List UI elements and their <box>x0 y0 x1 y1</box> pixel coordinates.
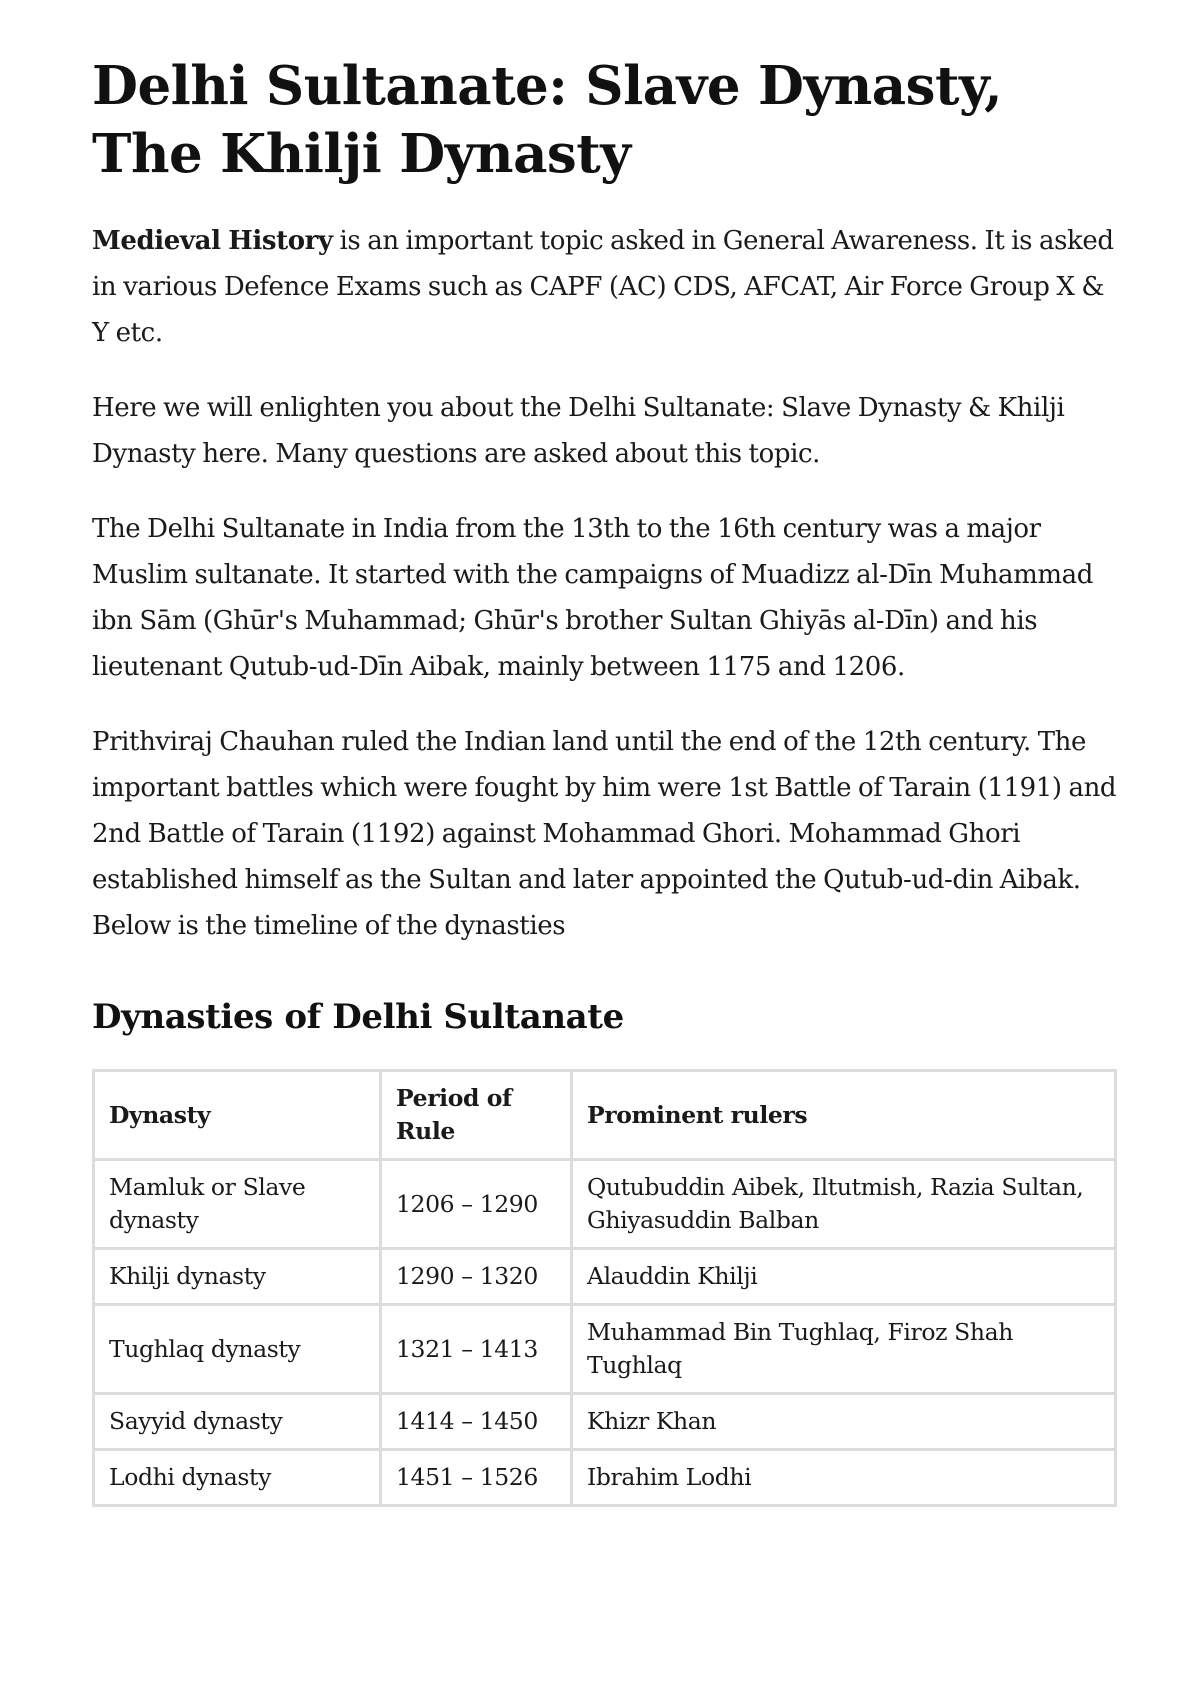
cell-rulers: Khizr Khan <box>572 1394 1116 1450</box>
paragraph-1: Here we will enlighten you about the Delhi Sultanate: Slave Dynasty & Khilji Dynasty here. Many questions are asked about this topic. <box>92 393 1065 469</box>
cell-period: 1290 – 1320 <box>381 1249 572 1305</box>
table-header-row <box>94 1071 1116 1160</box>
header-dynasty: Dynasty <box>94 1071 381 1160</box>
table-row <box>94 1305 1116 1394</box>
table-row <box>94 1394 1116 1450</box>
header-period: Period of Rule <box>381 1071 572 1160</box>
cell-period: 1206 – 1290 <box>381 1160 572 1249</box>
paragraph-3: Prithviraj Chauhan ruled the Indian land until the end of the 12th century. The important battles which were fought by him were 1st Battle of Tarain (1191) and 2nd Battle of Tarain (1192) against Mohammad Ghori. Mohammad Ghori established himself as the Sultan and later appointed the Qutub-ud-din Aibak. Below is the timeline of the dynasties <box>92 727 1117 941</box>
cell-period: 1414 – 1450 <box>381 1394 572 1450</box>
header-rulers: Prominent rulers <box>572 1071 1116 1160</box>
cell-dynasty: Khilji dynasty <box>94 1249 381 1305</box>
intro-paragraph <box>92 218 1117 356</box>
dynasties-table <box>92 1069 1117 1507</box>
cell-dynasty: Tughlaq dynasty <box>94 1305 381 1394</box>
section-heading: Dynasties of Delhi Sultanate <box>92 997 624 1037</box>
dynasties-table-wrapper <box>92 1069 1117 1529</box>
intro-text: is an important topic asked in General Awareness. It is asked in various Defence Exams such as CAPF (AC) CDS, AFCAT, Air Force Group X & Y etc. <box>92 226 1114 348</box>
table-row <box>94 1450 1116 1506</box>
cell-rulers: Alauddin Khilji <box>572 1249 1116 1305</box>
cell-dynasty: Mamluk or Slave dynasty <box>94 1160 381 1249</box>
table-row <box>94 1249 1116 1305</box>
cell-rulers: Qutubuddin Aibek, Iltutmish, Razia Sultan, Ghiyasuddin Balban <box>572 1160 1116 1249</box>
intro-bold-term: Medieval History <box>92 226 333 256</box>
cell-dynasty: Sayyid dynasty <box>94 1394 381 1450</box>
cell-dynasty: Lodhi dynasty <box>94 1450 381 1506</box>
paragraph-2: The Delhi Sultanate in India from the 13th to the 16th century was a major Muslim sultanate. It started with the campaigns of Muadizz al-Dīn Muhammad ibn Sām (Ghūr's Muhammad; Ghūr's brother Sultan Ghiyās al-Dīn) and his lieutenant Qutub-ud-Dīn Aibak, mainly between 1175 and 1206. <box>92 514 1093 682</box>
cell-period: 1451 – 1526 <box>381 1450 572 1506</box>
table-row <box>94 1160 1116 1249</box>
page-title: Delhi Sultanate: Slave Dynasty, The Khilji Dynasty <box>92 55 1003 185</box>
cell-rulers: Ibrahim Lodhi <box>572 1450 1116 1506</box>
cell-period: 1321 – 1413 <box>381 1305 572 1394</box>
article <box>92 52 1117 1529</box>
cell-rulers: Muhammad Bin Tughlaq, Firoz Shah Tughlaq <box>572 1305 1116 1394</box>
